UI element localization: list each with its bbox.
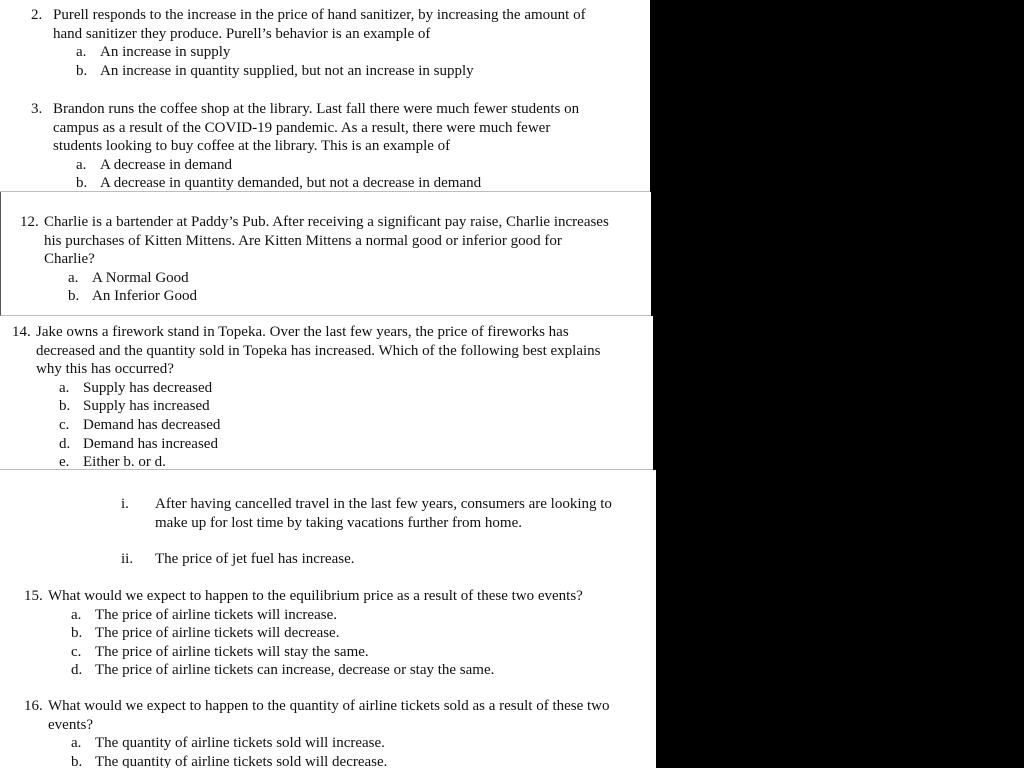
answer-option bbox=[24, 734, 632, 753]
option-letter: b. bbox=[71, 753, 83, 768]
document-strip-4 bbox=[0, 470, 656, 768]
question-number: 15. bbox=[24, 588, 43, 604]
option-text: An increase in supply bbox=[100, 44, 231, 61]
option-letter: b. bbox=[76, 62, 88, 79]
answer-option bbox=[12, 435, 602, 454]
answer-option bbox=[20, 287, 615, 306]
option-text: The price of airline tickets can increase, decrease or stay the same. bbox=[95, 662, 495, 679]
option-letter: a. bbox=[71, 735, 82, 752]
option-text: The price of airline tickets will stay the same. bbox=[95, 643, 369, 660]
answer-option bbox=[24, 753, 632, 768]
option-text: Demand has decreased bbox=[83, 416, 221, 433]
option-text: The quantity of airline tickets sold will increase. bbox=[95, 735, 385, 752]
scenario-numeral: ii. bbox=[121, 551, 134, 568]
option-letter: e. bbox=[59, 454, 70, 470]
answer-option bbox=[24, 606, 632, 625]
option-letter: d. bbox=[59, 435, 71, 452]
option-text: An increase in quantity supplied, but not an increase in supply bbox=[100, 62, 474, 79]
option-letter: c. bbox=[59, 416, 70, 433]
scenario-numeral: i. bbox=[121, 496, 129, 512]
question-2 bbox=[31, 6, 611, 80]
question-number: 3. bbox=[31, 101, 43, 117]
answer-option bbox=[12, 397, 602, 416]
question-number: 16. bbox=[24, 698, 43, 714]
option-letter: a. bbox=[59, 379, 70, 396]
option-text: The price of airline tickets will increase. bbox=[95, 606, 337, 623]
answer-option bbox=[12, 379, 602, 398]
option-text: Supply has decreased bbox=[83, 379, 213, 396]
option-text: Supply has increased bbox=[83, 398, 210, 415]
question-15 bbox=[24, 587, 632, 680]
question-text: Brandon runs the coffee shop at the library. Last fall there were much fewer students on campus as a result of the COVID-19 pandemic. As a result, there were much fewer students looking to buy coffee at the library. This is an example of bbox=[53, 101, 580, 155]
scenario-item bbox=[121, 495, 621, 532]
document-strip-1 bbox=[0, 0, 650, 192]
scenario-item bbox=[121, 550, 621, 569]
option-letter: c. bbox=[71, 643, 82, 660]
question-16 bbox=[24, 697, 632, 768]
option-text: A Normal Good bbox=[92, 269, 189, 286]
document-strip-3 bbox=[0, 316, 653, 470]
option-letter: a. bbox=[68, 269, 79, 286]
answer-option bbox=[12, 453, 602, 470]
option-letter: d. bbox=[71, 662, 83, 679]
option-text: Demand has increased bbox=[83, 435, 218, 452]
option-text: The quantity of airline tickets sold will decrease. bbox=[95, 753, 388, 768]
question-14 bbox=[12, 323, 602, 470]
answer-option bbox=[24, 661, 632, 680]
answer-option bbox=[12, 416, 602, 435]
answer-option bbox=[31, 62, 611, 81]
question-3 bbox=[31, 100, 599, 192]
option-letter: a. bbox=[76, 44, 87, 61]
question-text: What would we expect to happen to the equilibrium price as a result of these two events? bbox=[48, 588, 583, 604]
question-number: 12. bbox=[20, 214, 39, 230]
question-12 bbox=[20, 213, 615, 306]
question-text: Jake owns a firework stand in Topeka. Over the last few years, the price of fireworks has decreased and the quantity sold in Topeka has increased. Which of the following best explains why this has occurred? bbox=[36, 324, 601, 378]
answer-option bbox=[20, 269, 615, 288]
scenario-text: After having cancelled travel in the last few years, consumers are looking to make up for lost time by taking vacations further from home. bbox=[155, 496, 612, 531]
option-letter: a. bbox=[76, 156, 87, 173]
answer-option bbox=[31, 156, 599, 175]
option-text: Either b. or d. bbox=[83, 454, 166, 470]
question-number: 2. bbox=[31, 7, 43, 23]
document-strip-2 bbox=[0, 192, 651, 316]
option-letter: b. bbox=[71, 625, 83, 642]
option-letter: a. bbox=[71, 606, 82, 623]
scenario-text: The price of jet fuel has increase. bbox=[155, 551, 355, 568]
answer-option bbox=[31, 43, 611, 62]
question-number: 14. bbox=[12, 324, 31, 340]
answer-option bbox=[24, 643, 632, 662]
question-text: What would we expect to happen to the quantity of airline tickets sold as a result of these two events? bbox=[48, 698, 610, 733]
answer-option bbox=[31, 174, 599, 192]
option-text: A decrease in demand bbox=[100, 156, 233, 173]
scenario-list bbox=[121, 495, 621, 569]
option-text: A decrease in quantity demanded, but not a decrease in demand bbox=[100, 175, 482, 192]
option-text: The price of airline tickets will decrease. bbox=[95, 625, 340, 642]
answer-option bbox=[24, 624, 632, 643]
option-letter: b. bbox=[68, 288, 80, 305]
option-letter: b. bbox=[59, 398, 71, 415]
question-text: Charlie is a bartender at Paddy’s Pub. After receiving a significant pay raise, Charlie increases his purchases of Kitten Mittens. Are Kitten Mittens a normal good or inferior good for Charlie? bbox=[44, 214, 609, 268]
option-text: An Inferior Good bbox=[92, 288, 197, 305]
option-letter: b. bbox=[76, 175, 88, 192]
question-text: Purell responds to the increase in the price of hand sanitizer, by increasing the amount of hand sanitizer they produce. Purell’s behavior is an example of bbox=[53, 7, 586, 42]
